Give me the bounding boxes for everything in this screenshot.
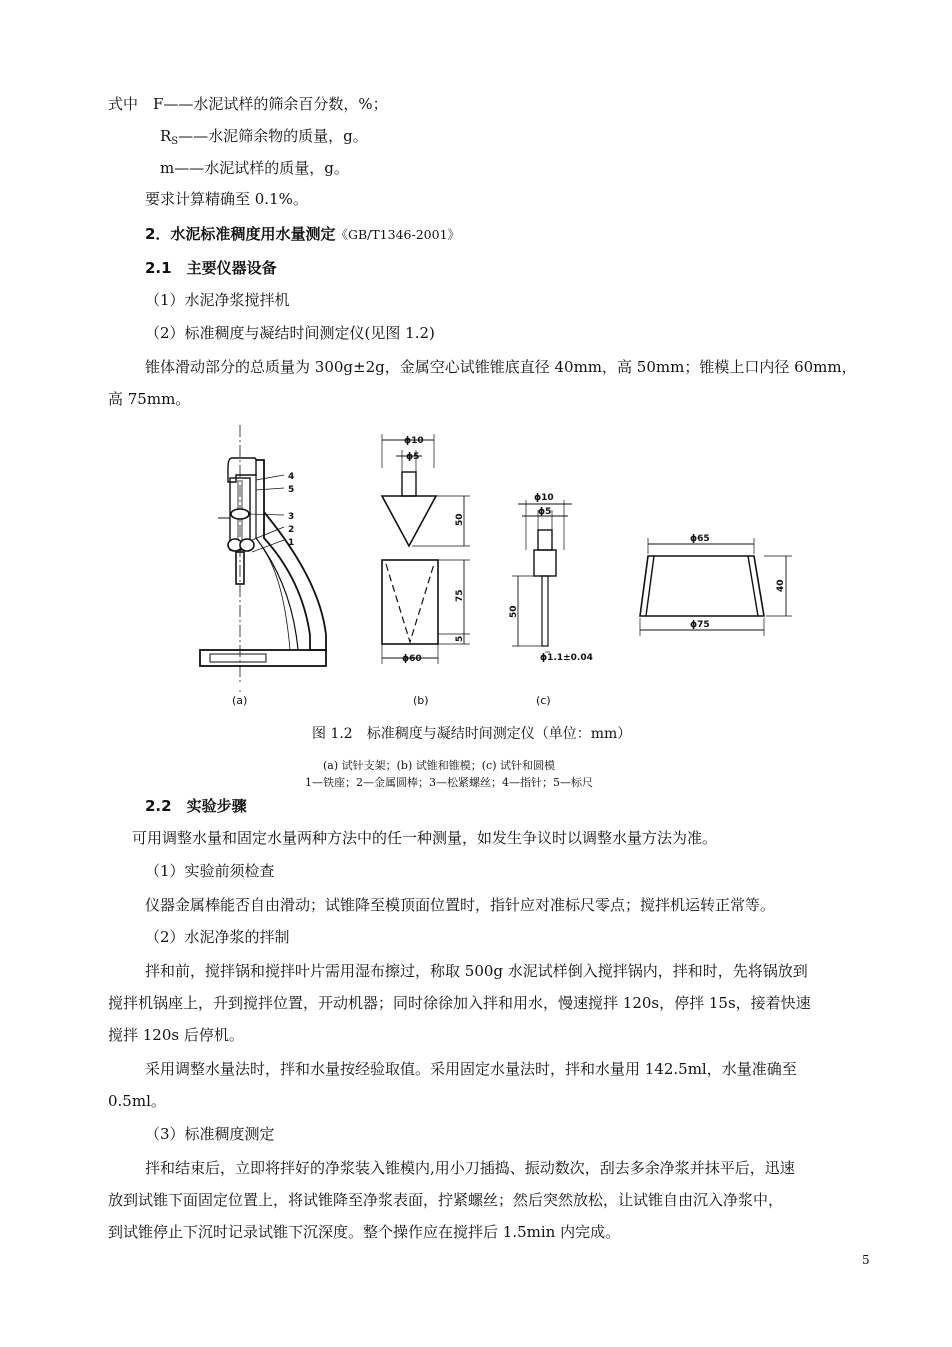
- water-paragraph-line-1: 采用调整水量法时，拌和水量按经验取值。采用固定水量法时，拌和水量用 142.5ml，水量准确至: [145, 1060, 797, 1078]
- formula-m-line: m——水泥试样的质量，g。: [160, 159, 349, 177]
- subfig-label-b: (b): [413, 694, 429, 707]
- method-paragraph: 可用调整水量和固定水量两种方法中的任一种测量，如发生争议时以调整水量方法为准。: [132, 829, 718, 847]
- dim-b-phi10: ϕ10: [404, 436, 424, 446]
- part-label-1: 1: [288, 538, 295, 548]
- section-2-1-heading: 2.1 主要仪器设备: [145, 259, 277, 277]
- dim-b-phi60: ϕ60: [402, 654, 422, 664]
- dim-b-75: 75: [455, 589, 465, 602]
- step-1-text: 仪器金属棒能否自由滑动；试锥降至模顶面位置时，指针应对准标尺零点；搅拌机运转正常等。: [145, 896, 776, 914]
- needle-stand-drawing: [200, 425, 326, 692]
- dim-c-phi5: ϕ5: [538, 507, 552, 517]
- cone-and-mould-drawing: [382, 434, 470, 664]
- rs-definition: ——水泥筛余物的质量，g。: [178, 127, 368, 145]
- precision-line: 要求计算精确至 0.1%。: [145, 190, 308, 208]
- step-2-heading: （2）水泥净浆的拌制: [145, 928, 290, 946]
- page-number: 5: [862, 1253, 870, 1267]
- equipment-item-2: （2）标准稠度与凝结时间测定仪(见图 1.2): [145, 324, 435, 342]
- cone-spec-line-1: 锥体滑动部分的总质量为 300g±2g，金属空心试锥锥底直径 40mm，高 50mm；锥模上口内径 60mm，: [145, 358, 857, 376]
- equipment-item-1: （1）水泥净浆搅拌机: [145, 291, 290, 309]
- part-label-2: 2: [288, 525, 295, 535]
- subfig-label-a: (a): [232, 694, 248, 707]
- dim-phi75: ϕ75: [690, 620, 710, 630]
- part-label-4: 4: [288, 472, 295, 482]
- dim-b-5: 5: [455, 635, 465, 642]
- step-2-text-line-2: 搅拌机锅座上，升到搅拌位置，开动机器；同时徐徐加入拌和用水，慢速搅拌 120s，停拌 15s，接着快速: [108, 994, 811, 1012]
- figure-legend-2: 1—铁座；2—金属圆棒；3—松紧螺丝；4—指针；5—标尺: [305, 776, 593, 789]
- formula-rs-line: [160, 126, 368, 152]
- section-2-standard: 《GB/T1346-2001》: [335, 227, 461, 242]
- water-paragraph-line-2: 0.5ml。: [108, 1092, 166, 1110]
- part-label-3: 3: [288, 512, 295, 522]
- formula-where-line: 式中 F——水泥试样的筛余百分数，%；: [108, 95, 388, 113]
- subfig-label-c: (c): [536, 694, 551, 707]
- step-3-text-line-3: 到试锥停止下沉时记录试锥下沉深度。整个操作应在搅拌后 1.5min 内完成。: [108, 1223, 621, 1241]
- step-2-text-line-1: 拌和前，搅拌锅和搅拌叶片需用湿布擦过，称取 500g 水泥试样倒入搅拌锅内，拌和时，先将锅放到: [145, 962, 808, 980]
- figure-caption: 图 1.2 标准稠度与凝结时间测定仪（单位：mm）: [312, 726, 632, 742]
- section-2-title: 2．水泥标准稠度用水量测定: [145, 225, 336, 243]
- dim-phi65: ϕ65: [690, 534, 710, 544]
- rs-symbol: R: [160, 127, 172, 145]
- apparatus-figure: [160, 420, 890, 720]
- dim-b-phi5: ϕ5: [406, 452, 420, 462]
- figure-legend-1: (a) 试针支架；(b) 试锥和锥模；(c) 试针和圆模: [323, 759, 555, 772]
- section-2-heading: [145, 224, 460, 245]
- needle-drawing: [512, 500, 572, 652]
- section-2-2-heading: 2.2 实验步骤: [145, 797, 247, 815]
- part-label-5: 5: [288, 485, 295, 495]
- dim-c-phi10: ϕ10: [534, 493, 554, 503]
- rs-subscript: S: [171, 136, 179, 147]
- dim-c-50: 50: [509, 605, 519, 618]
- step-3-text-line-1: 拌和结束后，立即将拌好的净浆装入锥模内,用小刀插捣、振动数次，刮去多余净浆并抹平后，迅速: [145, 1159, 795, 1177]
- dim-c-phi-needle: ϕ1.1±0.04: [540, 653, 593, 663]
- round-mould-drawing: [640, 538, 792, 636]
- dim-b-50: 50: [455, 513, 465, 526]
- step-3-text-line-2: 放到试锥下面固定位置上，将试锥降至净浆表面，拧紧螺丝；然后突然放松，让试锥自由沉入净浆中，: [108, 1191, 784, 1209]
- step-3-heading: （3）标准稠度测定: [145, 1125, 275, 1143]
- cone-spec-line-2: 高 75mm。: [108, 390, 191, 408]
- dim-40: 40: [776, 579, 786, 592]
- step-1-heading: （1）实验前须检查: [145, 862, 275, 880]
- step-2-text-line-3: 搅拌 120s 后停机。: [108, 1026, 244, 1044]
